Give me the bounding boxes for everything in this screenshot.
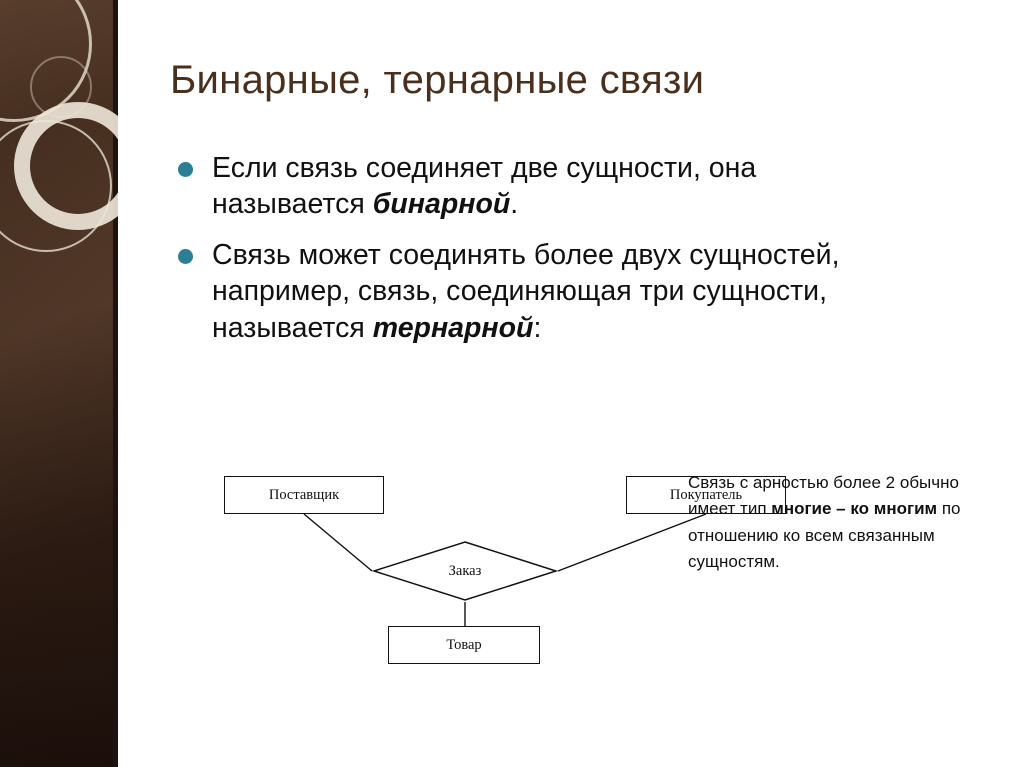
bullet-dot-icon [178,162,193,177]
page-title: Бинарные, тернарные связи [170,58,705,102]
decorative-side-band [0,0,118,767]
er-diagram [198,458,743,688]
bullet-list [172,150,872,360]
bullet-text-prefix: Если связь соединяет две сущности, она называется [212,152,757,221]
bullet-text-emphasis: бинарной [372,188,511,221]
side-note [688,470,978,575]
bullet-text-suffix: : [533,311,542,344]
bullet-text-suffix: . [510,188,519,221]
bullet-text-emphasis: тернарной [372,311,534,344]
er-entity-buyer: Покупатель [626,476,786,514]
side-note-line1: Связь с арностью более 2 [688,473,896,492]
bullet-dot-icon [178,249,193,264]
slide-content [118,0,1024,767]
side-note-line3: по отношению ко всем связанным сущностям. [688,499,961,572]
bullet-text-prefix: Связь может соединять более двух сущностей, например, связь, соединяющая три сущности, называется [212,238,840,344]
er-relationship-label: Заказ [448,562,482,579]
list-item [172,237,872,346]
list-item [172,150,872,223]
side-note-emphasis: многие – ко многим [771,499,938,519]
er-relationship-order [372,540,558,602]
er-entity-supplier: Поставщик [224,476,384,514]
side-note-line2: обычно имеет тип [688,473,959,519]
er-entity-goods: Товар [388,626,540,664]
